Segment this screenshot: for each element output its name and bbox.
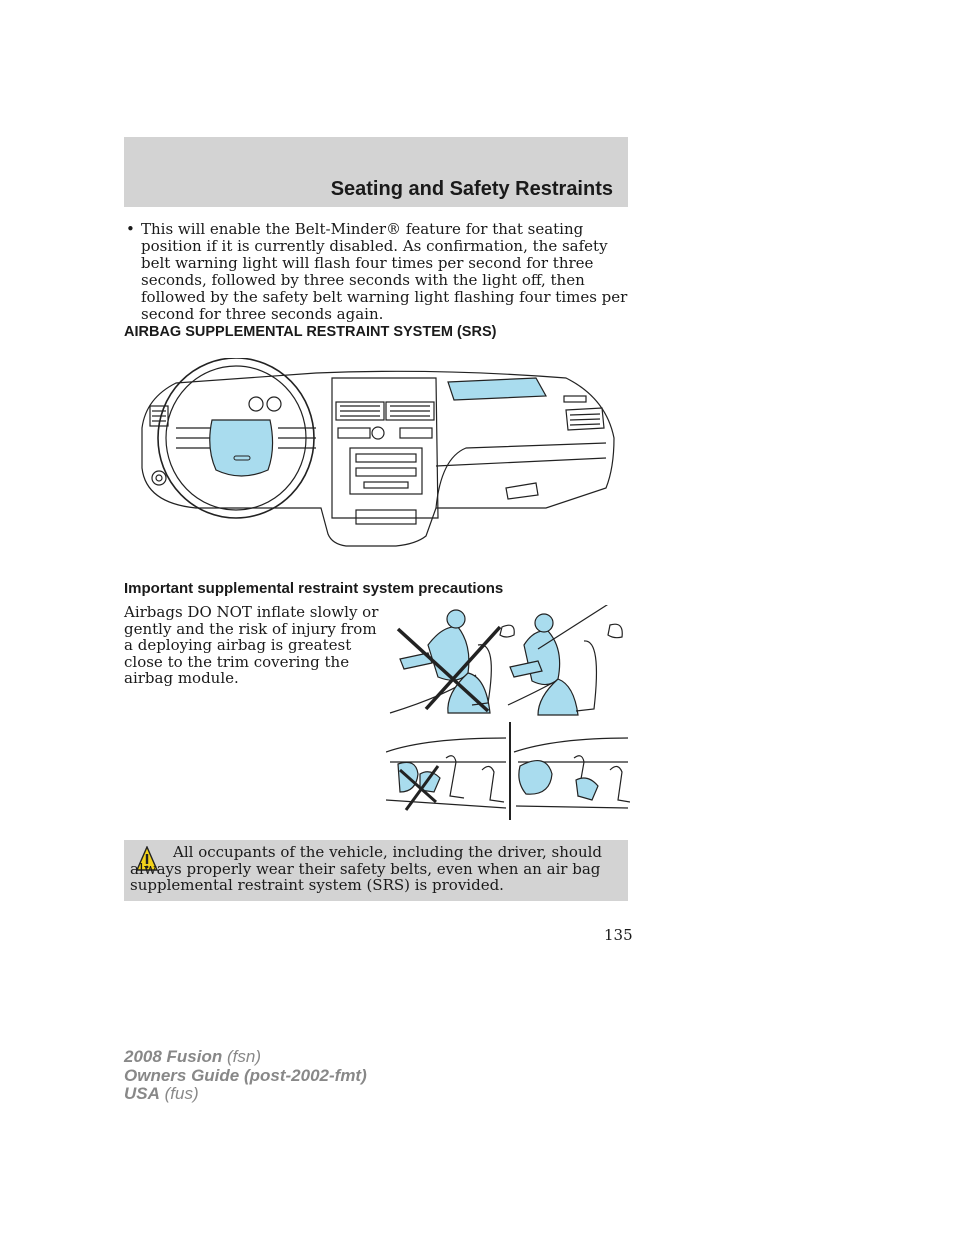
occupant-position-illustration — [388, 605, 628, 717]
dashboard-airbag-illustration — [136, 358, 616, 548]
section-title: Seating and Safety Restraints — [330, 178, 613, 200]
section-header-bar — [124, 137, 628, 207]
document-footer — [124, 1048, 367, 1104]
bullet-text: This will enable the Belt-Minder® feature for that seating position if it is currently disabled. As confirmation, the safety belt warning light will flash four times per second for three seconds, followed by three seconds with the light off, then followed by the safety belt warning light flashing four times per second for three seconds again. — [141, 220, 628, 323]
footer-line-market: USA (fus) — [124, 1084, 199, 1103]
bullet-item — [124, 221, 630, 323]
page-number: 135 — [604, 926, 633, 944]
safety-warning-box — [124, 840, 628, 901]
precautions-heading: Important supplemental restraint system precautions — [124, 580, 504, 597]
child-seat-position-illustration — [386, 722, 630, 822]
footer-line-guide: Owners Guide (post-2002-fmt) — [124, 1065, 367, 1085]
precautions-text: Airbags DO NOT inflate slowly or gently and the risk of injury from a deploying airbag is greatest close to the trim covering the airbag module. — [124, 603, 379, 687]
footer-line-model: 2008 Fusion (fsn) — [124, 1047, 261, 1066]
bullet-symbol: • — [126, 220, 135, 238]
warning-text: All occupants of the vehicle, including the driver, should always properly wear their safety belts, even when an air bag supplemental restraint system (SRS) is provided. — [130, 843, 603, 894]
airbag-section-heading: AIRBAG SUPPLEMENTAL RESTRAINT SYSTEM (SRS) — [124, 324, 497, 340]
